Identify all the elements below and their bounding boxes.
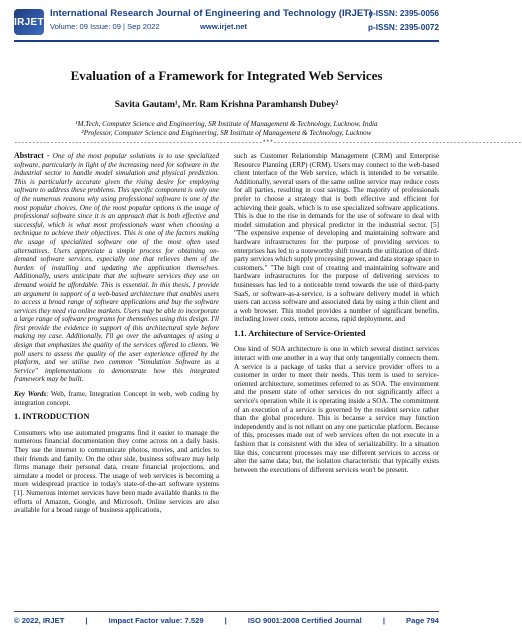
keywords-label: Key Words [14,390,47,399]
keywords [14,390,219,407]
affiliation-1: ¹M.Tech, Computer Science and Engineering, SR Institute of Management & Technology, Lucknow, India [75,120,378,128]
header-rule [14,40,439,42]
right-paragraph-1: such as Customer Relationship Management (CRM) and Enterprise Resource Planning (ERP) (CRM). Users may connect to the web-based client interface of the Web service, which is intended to be versatile. Additionally, several users of the same online service may reduce costs for all parties, resulting in cost savings. The majority of professionals prefer to choose a strategy that is both effective and efficient for achieving their goals, which is to use specialized software applications. This is due to the rise in demands for the use of software to deal with model simulation and physical predictor in the industrial sector. [5] "The expensive expense of developing and maintaining software and hardware infrastructures for the purpose of providing services to enterprises has led to a noteworthy shift towards the utilization of third-party services which supply processing power, and data storage space to customers." "The high cost of creating and maintaining software and hardware infrastructures for the purpose of delivering services to businesses has led to a noticeable trend towards the use of third-party SaaS, or software-as-a-service, is a software delivery model in which users can access software and associated data by using a thin client and a web browser. This model provides a number of significant benefits, including lower costs, remote access, rapid deployment, and [234,152,439,324]
left-column [14,152,219,521]
right-paragraph-2: One kind of SOA architecture is one in which several distinct services interact with one another in a way that only tangentially connects them. A service is a package of tasks that a service provider offers to a customer in order to meet their needs. This term is used to service-oriented architecture, sometimes referred to as SOA. The environment and the present state of other services do not significantly affect a service's operation while it is operating inside a SOA. The commitment of an execution of a service is governed by the resident service rather than the global procedure. This is because a service may function independently and is not reliant on any one particular platform. Because of this, processes made out of web services often do not execute in a fashion that is consistent with the idea of serializability. In a situation like this, concurrent processes may use different services to access or alter the same data; but, the isolation characteristic that typically exists between the executions of different services won't be present. [234,345,439,474]
volume-issue: Volume: 09 Issue: 09 | Sep 2022 [50,22,160,31]
footer-separator: | [85,616,88,625]
footer-rule [14,611,439,612]
section-heading-1-1: 1.1. Architecture of Service-Oriented [234,328,366,338]
title-separator: ---------------------------------------------------------------------***--------------------------------------------------------------------- [14,139,522,146]
footer-separator: | [382,616,385,625]
journal-title: International Research Journal of Engineering and Technology (IRJET) [50,8,373,19]
journal-meta [50,22,247,31]
authors: Savita Gautam¹, Mr. Ram Krishna Paramhansh Dubey² [114,100,339,110]
abstract-text: One of the most popular solutions is to use specialized software, particularly in light of the increasing need for software in the industrial sector to handle model simulation and physical prediction. This is particularly accurate given the rising desire for employing software to address these problems. This specific component is only one of the numerous reasons why using professional software is one of the most popular choices. One of the most popular options is the usage of professional software since it is an approach that is both effective and successful, which is what most professionals want when choosing a technique to achieve their objectives. This is one of the factors making the usage of specialized software one of the most often used alternatives. Users appreciate a simple process for obtaining on-demand software services, especially one that relieves them of the burden of installing and updating the application themselves. Additionally, users anticipate that the software services they use on demand would be affordable. This is essential. In this thesis, I provide an argument in support of a web-based architecture that enables users to access a broad range of software applications and buy the software services they need via online markets. Users may be able to incorporate a large range of software programs for themselves using this design. I'll first provide the evidence in support of this architectural style before making my case. Additionally, I'll go over the advantages of using a design that emphasizes the quality of the services offered to clients. We poll users to assess the quality of the user experience offered by the platform, and we utilise two common "Simulation Software as a Service" implementations to demonstrate how this integrated framework may be built. [14,152,219,384]
e-issn: e-ISSN: 2395-0056 [368,9,439,18]
intro-heading: 1. INTRODUCTION [14,412,90,422]
abstract [14,152,219,384]
footer-copyright: © 2022, IRJET [14,616,65,625]
abstract-label: Abstract - [14,151,50,160]
intro-text: Consumers who use automated programs find it easier to manage the numerous financial documentation they come across on a daily basis. They use the internet to communicate photos, movies, and articles to their friends and family. On the other side, business software may help firms manage their personal data, create financial projections, and simulate a model or process. The usage of web services is becoming a more widespread practice in today's state-of-the-art software systems [1]. Numerous internet services have been made available thanks to the efforts of Amazon, Google, and Microsoft. Online services are also available for a broad range of business applications, [14,428,219,515]
right-column [234,152,439,480]
footer-page: Page 794 [406,616,439,625]
footer-iso: ISO 9001:2008 Certified Journal [247,616,362,625]
paper-title: Evaluation of a Framework for Integrated Web Services [70,68,383,83]
journal-header [14,8,439,38]
footer-separator: | [224,616,227,625]
journal-logo: IRJET [14,9,44,35]
footer-impact-factor: Impact Factor value: 7.529 [108,616,204,625]
affiliation-2: ²Professor, Computer Science and Engineering, SR Institute of Management & Technology, Lucknow [81,129,372,137]
p-issn: p-ISSN: 2395-0072 [368,23,439,32]
journal-url[interactable]: www.irjet.net [200,22,247,31]
keywords-text: : Web, frame, Integration Concept in web, web coding by integration concept. [14,390,219,407]
journal-footer [14,616,439,625]
